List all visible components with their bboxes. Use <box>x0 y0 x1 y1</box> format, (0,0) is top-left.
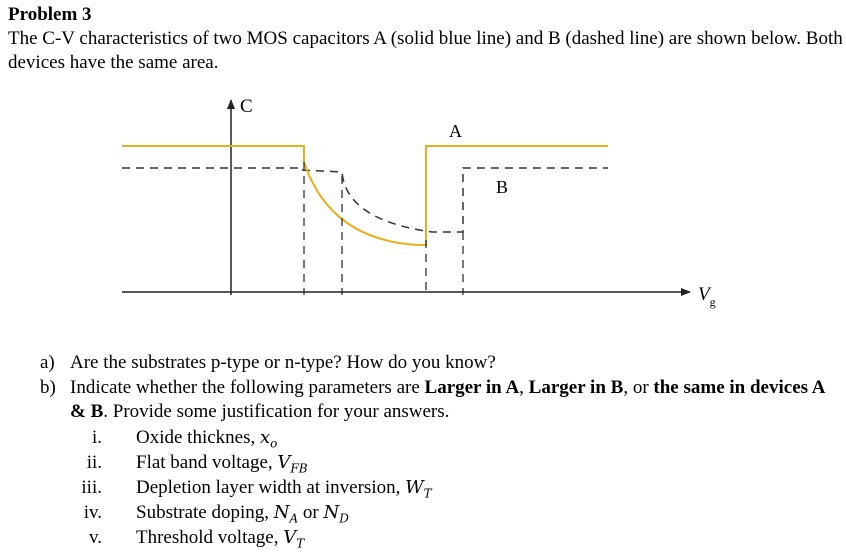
sub-item-number: i. <box>91 427 102 448</box>
sub-item <box>0 501 846 525</box>
symbol-sub: FB <box>290 461 308 476</box>
question-a-marker: a) <box>40 352 55 373</box>
y-axis-label: C <box>240 96 253 117</box>
curve-a <box>122 146 608 245</box>
sub-item-label: Flat band voltage, <box>136 452 278 473</box>
symbol-sub: T <box>296 536 305 551</box>
sub-item-label: Substrate doping, <box>136 502 274 523</box>
x-axis-label-main: V <box>698 284 710 305</box>
curve-b-label: B <box>496 177 509 197</box>
question-b-marker: b) <box>40 377 56 398</box>
question-a-text: Are the substrates p-type or n-type? How do you know? <box>70 352 496 373</box>
sub-item-label: Threshold voltage, <box>136 527 284 548</box>
sub-item-symbol <box>277 452 308 476</box>
sub-item-text <box>136 526 304 556</box>
symbol-main: V <box>283 527 297 548</box>
question-b-text-3: , or <box>623 377 654 398</box>
sub-item <box>0 426 846 450</box>
question-b <box>0 376 846 424</box>
x-axis-label <box>698 284 716 309</box>
sub-item-symbol <box>405 477 432 501</box>
symbol-main: N <box>273 502 290 523</box>
question-b-text-1: Indicate whether the following parameters are <box>70 377 425 398</box>
symbol-sub: A <box>289 511 299 526</box>
sub-item <box>0 526 846 550</box>
question-b-bold-1: Larger in A <box>424 377 520 398</box>
sub-item-symbol <box>283 527 305 551</box>
symbol-sub: D <box>339 511 349 526</box>
sub-item <box>0 476 846 500</box>
sub-item-symbol-2 <box>323 502 349 526</box>
symbol-sub: o <box>270 436 278 451</box>
sub-item-number: v. <box>88 527 102 548</box>
question-b-bold-3: the same in devices A & B <box>70 377 825 422</box>
x-axis-label-sub: g <box>709 295 716 309</box>
sub-item-label: Depletion layer width at inversion, <box>136 477 406 498</box>
symbol-main: x <box>260 427 271 448</box>
sub-item-conjunction: or <box>298 502 324 523</box>
question-b-text <box>70 376 840 424</box>
problem-title: Problem 3 <box>8 4 92 25</box>
sub-item <box>0 451 846 475</box>
question-b-text-2: , <box>519 377 529 398</box>
symbol-main: N <box>323 502 340 523</box>
question-b-text-4: . Provide some justification for your answers. <box>103 401 450 422</box>
sub-item-number: iv. <box>83 502 102 523</box>
sub-item-symbol <box>260 427 278 451</box>
curve-b <box>122 168 608 232</box>
problem-intro: The C-V characteristics of two MOS capacitors A (solid blue line) and B (dashed line) are shown below. Both devices have the same area. <box>8 28 843 73</box>
curve-a-label: A <box>449 121 462 141</box>
symbol-sub: T <box>423 486 432 501</box>
sub-item-label: Oxide thicknes, <box>136 427 261 448</box>
sub-item-symbol <box>273 502 299 526</box>
question-a <box>0 351 846 375</box>
sub-item-number: iii. <box>81 477 102 498</box>
cv-characteristics-figure <box>0 90 846 310</box>
question-b-bold-2: Larger in B <box>528 377 624 398</box>
symbol-main: W <box>405 477 424 498</box>
sub-item-number: ii. <box>86 452 102 473</box>
symbol-main: V <box>277 452 291 473</box>
